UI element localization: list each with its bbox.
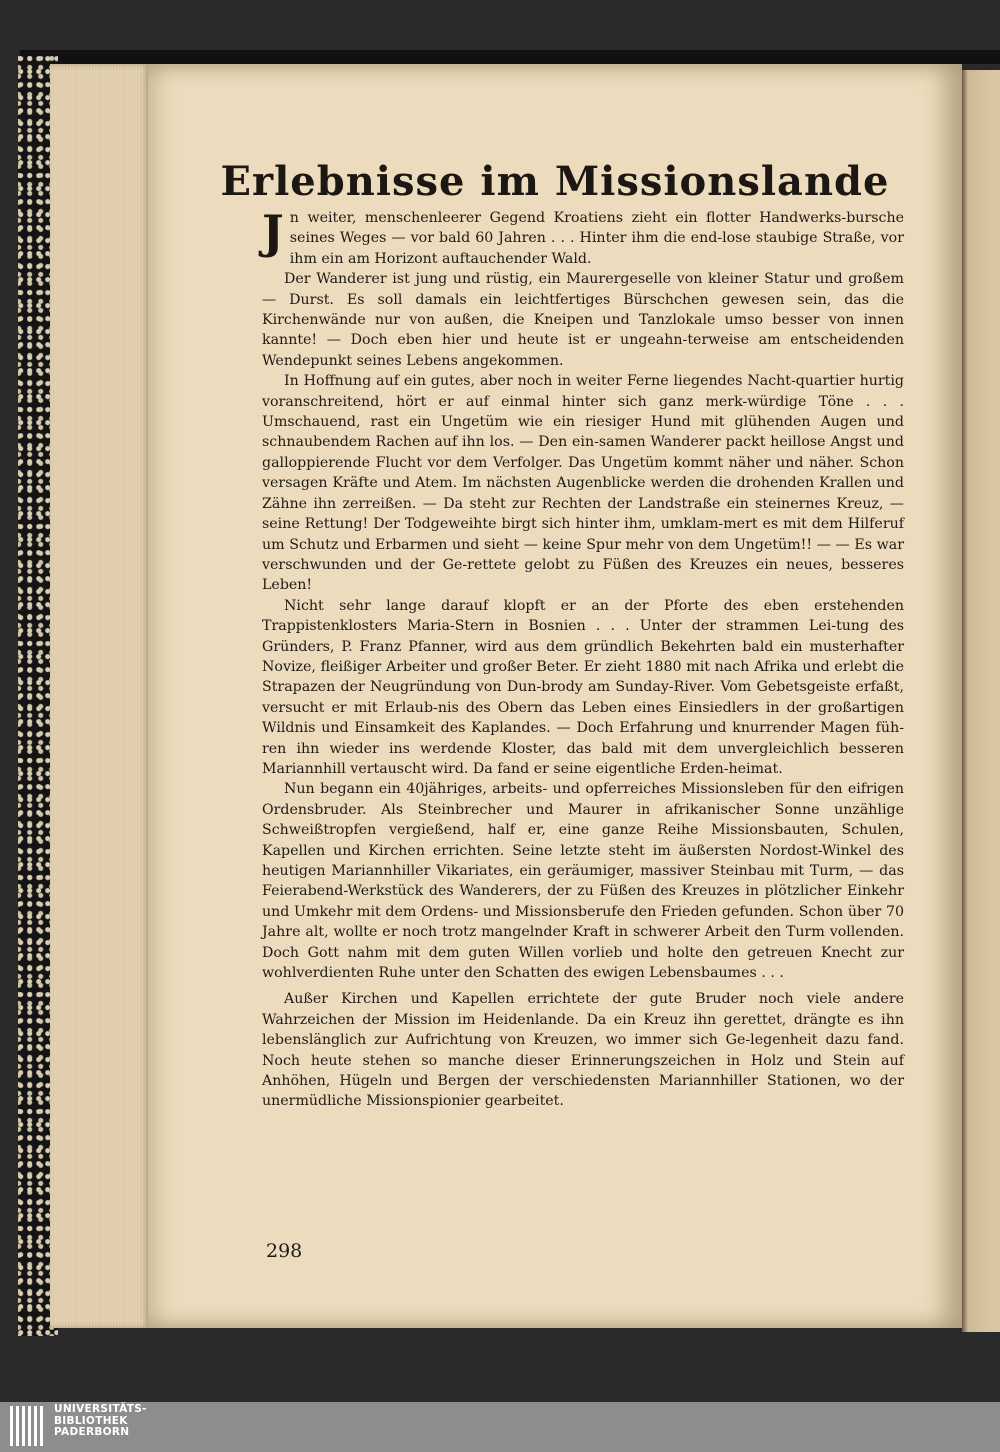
footer-bar: [0, 1402, 1000, 1452]
logo-line-1: UNIVERSITÄTS-: [54, 1403, 147, 1415]
logo-line-3: PADERBORN: [54, 1426, 130, 1438]
logo-line-2: BIBLIOTHEK: [54, 1414, 128, 1427]
paragraph-2: Der Wanderer ist jung und rüstig, ein Maurergeselle von kleiner Statur und großem — Durst. Es soll damals ein leichtfertiges Bürschchen gewesen sein, das die Kirchenwände nur von außen, die Kneipen und Tanzlokale umso besser von innen kannte! — Doch eben hier und heute ist er ungeahn-terweise am entscheidenden Wendepunkt seines Lebens angekommen.: [262, 271, 904, 369]
facing-page-edge: [962, 70, 1000, 1332]
library-logo-text: [54, 1404, 147, 1439]
drop-cap: J: [262, 205, 284, 259]
page-number: 298: [266, 1240, 303, 1262]
paragraph-4: Nicht sehr lange darauf klopft er an der Pforte des eben erstehenden Trappistenklosters Maria-Stern in Bosnien . . . Unter der strammen Lei-tung des Gründers, P. Franz Pfanner, wird aus dem gründlich Bekehrten bald ein musterhafter Novize, fleißiger Arbeiter und großer Beter. Er zieht 1880 mit nach Afrika und erlebt die Strapazen der Neugründung von Dun-brody am Sunday-River. Vom Gebetsgeiste erfaßt, versucht er mit Erlaub-nis des Obern das Leben eines Einsiedlers in der großartigen Wildnis und Einsamkeit des Kaplandes. — Doch Erfahrung und knurrender Magen füh-ren ihn wieder ins werdende Kloster, das bald mit dem unvergleichlich besseren Mariannhill vertauscht wird. Da fand er seine eigentliche Erden-heimat.: [262, 597, 904, 777]
chapter-body: [262, 205, 904, 1112]
library-logo-icon: [8, 1404, 46, 1448]
paragraph-1: Jn weiter, menschenleerer Gegend Kroatiens zieht ein flotter Handwerks-bursche seines Weges — vor bald 60 Jahren . . . Hinter ihm die end-lose staubige Straße, vor ihm ein am Horizont auftauchender Wald.: [262, 205, 904, 267]
page-edges: [50, 64, 150, 1328]
chapter-title: Erlebnisse im Missionslande: [220, 158, 890, 205]
paragraph-5: Nun begann ein 40jähriges, arbeits- und opferreiches Missionsleben für den eifrigen Ordensbruder. Als Steinbrecher und Maurer in afrikanischer Sonne unzählige Schweißtropfen vergießend, half er, eine ganze Reihe Missionsbauten, Schulen, Kapellen und Kirchen errichten. Seine letzte steht im äußersten Nordost-Winkel des heutigen Mariannhiller Vikariates, ein geräumiger, massiver Steinbau mit Turm, — das Feierabend-Werkstück des Wanderers, der zu Füßen des Kreuzes in plötzlicher Einkehr und Umkehr mit dem Ordens- und Missionsberufe den Frieden gefunden. Schon über 70 Jahre alt, wollte er noch trotz mangelnder Kraft in schwerer Arbeit den Turm vollenden. Doch Gott nahm mit dem guten Willen vorlieb und holte den getreuen Knecht zur wohlverdienten Ruhe unter den Schatten des ewigen Lebensbaumes . . .: [262, 781, 904, 982]
paragraph-3: In Hoffnung auf ein gutes, aber noch in weiter Ferne liegendes Nacht-quartier hurtig voranschreitend, hört er auf einmal hinter sich ganz merk-würdige Töne . . . Umschauend, rast ein Ungetüm wie ein riesiger Hund mit glühenden Augen und schnaubendem Rachen auf ihn los. — Den ein-samen Wanderer packt heillose Angst und galloppierende Flucht vor dem Verfolger. Das Ungetüm kommt näher und näher. Schon versagen Kräfte und Atem. Im nächsten Augenblicke werden die drohenden Krallen und Zähne ihn zerreißen. — Da steht zur Rechten der Landstraße ein steinernes Kreuz, — seine Rettung! Der Todgeweihte birgt sich hinter ihm, umklam-mert es mit dem Hilferuf um Schutz und Erbarmen und sieht — keine Spur mehr von dem Ungetüm!! — — Es war verschwunden und der Ge-rettete gelobt zu Füßen des Kreuzes ein neues, besseres Leben!: [262, 373, 904, 594]
book-cover-top: [20, 50, 1000, 64]
paragraph-6: Außer Kirchen und Kapellen errichtete der gute Bruder noch viele andere Wahrzeichen der Mission im Heidenlande. Da ein Kreuz ihn gerettet, drängte es ihn lebenslänglich zur Aufrichtung von Kreuzen, wo immer sich Ge-legenheit dazu fand. Noch heute stehen so manche dieser Erinnerungszeichen in Holz und Stein auf Anhöhen, Hügeln und Bergen der verschiedensten Mariannhiller Stationen, wo der unermüdliche Missionspionier gearbeitet.: [262, 991, 904, 1110]
